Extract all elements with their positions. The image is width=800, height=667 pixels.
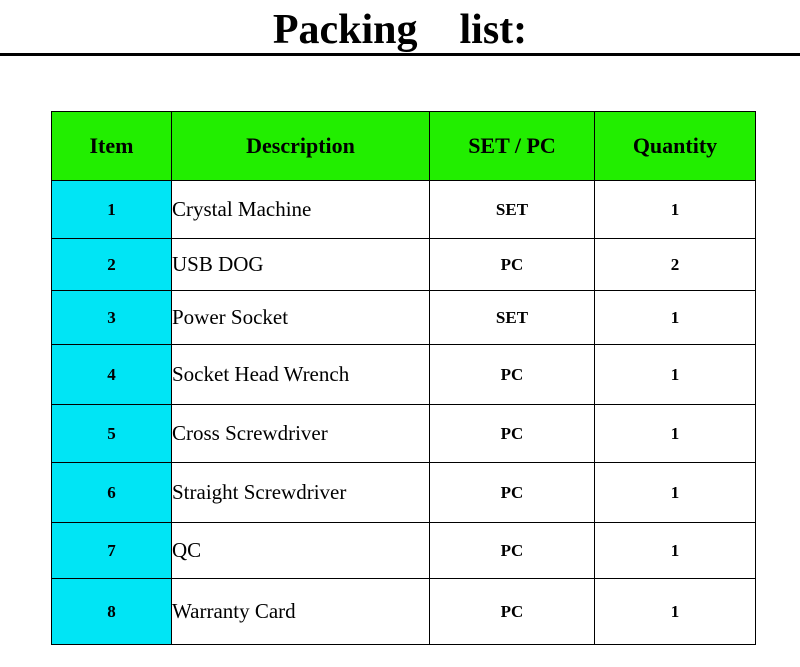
item-quantity: 1 [595,579,756,645]
item-quantity: 1 [595,405,756,463]
item-unit: PC [430,345,595,405]
header-quantity: Quantity [595,112,756,181]
item-number: 6 [52,463,172,523]
item-quantity: 1 [595,345,756,405]
table-row [52,579,756,645]
item-unit: PC [430,239,595,291]
item-unit: PC [430,579,595,645]
table-row [52,291,756,345]
item-quantity: 1 [595,523,756,579]
item-description: Straight Screwdriver [172,463,430,523]
item-quantity: 1 [595,463,756,523]
item-description: USB DOG [172,239,430,291]
table-row [52,345,756,405]
page-title: Packing list: [272,7,528,53]
item-number: 7 [52,523,172,579]
item-description: QC [172,523,430,579]
item-number: 4 [52,345,172,405]
item-number: 5 [52,405,172,463]
table-row [52,523,756,579]
item-unit: PC [430,523,595,579]
header-item: Item [52,112,172,181]
item-unit: SET [430,181,595,239]
item-description: Cross Screwdriver [172,405,430,463]
item-description: Warranty Card [172,579,430,645]
item-number: 3 [52,291,172,345]
table-row [52,405,756,463]
table-header-row [52,112,756,181]
item-quantity: 1 [595,291,756,345]
item-number: 8 [52,579,172,645]
item-unit: PC [430,463,595,523]
item-quantity: 1 [595,181,756,239]
item-quantity: 2 [595,239,756,291]
item-unit: SET [430,291,595,345]
table-row [52,239,756,291]
header-set-pc: SET / PC [430,112,595,181]
header-description: Description [172,112,430,181]
item-number: 1 [52,181,172,239]
item-number: 2 [52,239,172,291]
title-underline [0,53,800,56]
table-row [52,463,756,523]
table-row [52,181,756,239]
item-unit: PC [430,405,595,463]
item-description: Power Socket [172,291,430,345]
item-description: Socket Head Wrench [172,345,430,405]
item-description: Crystal Machine [172,181,430,239]
packing-list-table [51,111,756,645]
